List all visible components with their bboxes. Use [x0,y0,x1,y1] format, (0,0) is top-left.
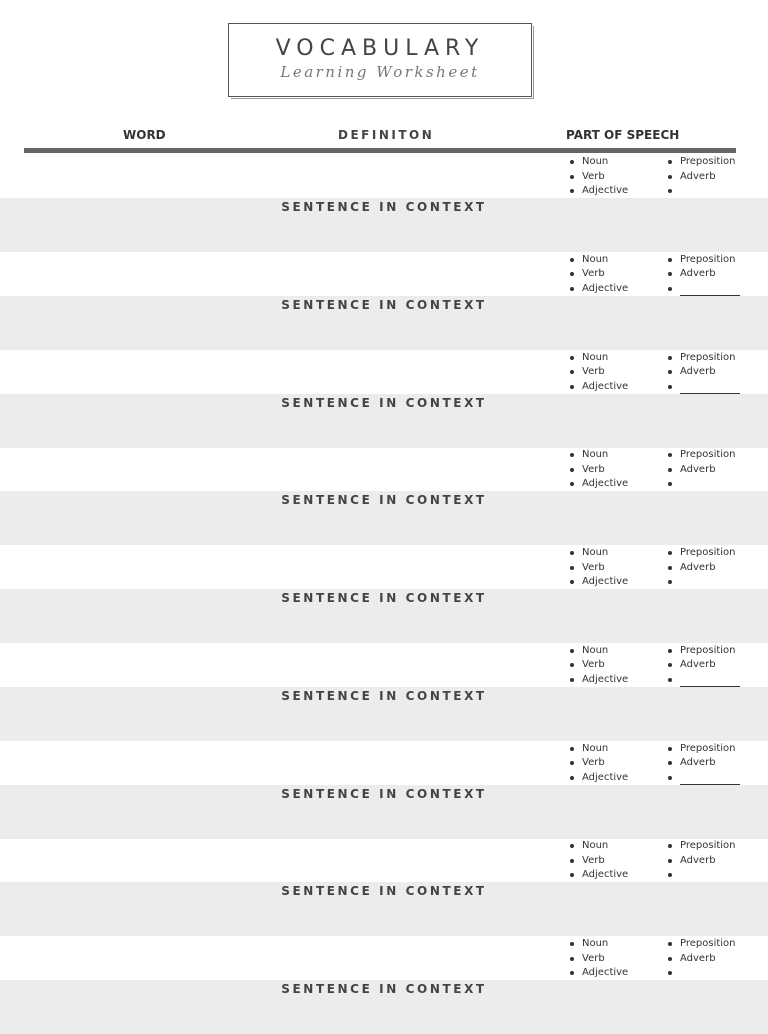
pos-option-verb[interactable]: Verb [568,854,628,869]
sentence-row[interactable] [0,687,768,741]
pos-option-noun[interactable]: Noun [568,937,628,952]
vocab-entry [0,447,768,545]
pos-option-preposition[interactable]: Preposition [666,937,740,952]
sentence-row[interactable] [0,198,768,252]
word-definition-row[interactable] [0,741,768,785]
pos-options-left [568,839,628,883]
word-definition-row[interactable] [0,838,768,882]
page-title: VOCABULARY [275,36,485,61]
pos-option-preposition[interactable]: Preposition [666,839,740,854]
vocab-entry [0,252,768,350]
sentence-row[interactable] [0,394,768,448]
pos-option-noun[interactable]: Noun [568,253,628,268]
pos-option-verb[interactable]: Verb [568,658,628,673]
pos-options-right [666,742,740,786]
blank-line[interactable] [680,675,740,687]
pos-option-adjective[interactable]: Adjective [568,380,628,395]
pos-option-noun[interactable]: Noun [568,742,628,757]
pos-option-other[interactable] [666,673,740,688]
pos-options-left [568,351,628,395]
column-header-definition: DEFINITON [338,128,435,142]
pos-option-adverb[interactable]: Adverb [666,267,740,282]
pos-option-adjective[interactable]: Adjective [568,771,628,786]
pos-options-right [666,155,740,199]
pos-option-preposition[interactable]: Preposition [666,448,740,463]
pos-option-other[interactable] [666,477,740,492]
pos-option-noun[interactable]: Noun [568,155,628,170]
pos-options-left [568,742,628,786]
pos-option-preposition[interactable]: Preposition [666,742,740,757]
column-header-part-of-speech: PART OF SPEECH [566,128,680,142]
pos-options-left [568,253,628,297]
blank-line[interactable] [680,382,740,394]
pos-option-adverb[interactable]: Adverb [666,170,740,185]
pos-option-preposition[interactable]: Preposition [666,155,740,170]
vocab-entry [0,545,768,643]
sentence-row[interactable] [0,785,768,839]
pos-option-noun[interactable]: Noun [568,448,628,463]
word-definition-row[interactable] [0,545,768,589]
pos-option-verb[interactable]: Verb [568,170,628,185]
pos-option-other[interactable] [666,868,740,883]
blank-line[interactable] [680,480,740,492]
sentence-in-context-label: SENTENCE IN CONTEXT [281,884,487,899]
pos-option-adverb[interactable]: Adverb [666,952,740,967]
pos-options-right [666,253,740,297]
pos-option-adjective[interactable]: Adjective [568,575,628,590]
vocab-entry [0,838,768,936]
pos-options-left [568,546,628,590]
word-definition-row[interactable] [0,643,768,687]
pos-option-adjective[interactable]: Adjective [568,282,628,297]
pos-option-preposition[interactable]: Preposition [666,546,740,561]
sentence-row[interactable] [0,882,768,936]
title-box [228,23,532,97]
blank-line[interactable] [680,871,740,883]
pos-option-verb[interactable]: Verb [568,756,628,771]
pos-option-verb[interactable]: Verb [568,463,628,478]
pos-option-adverb[interactable]: Adverb [666,658,740,673]
vocab-entry [0,154,768,252]
word-definition-row[interactable] [0,936,768,980]
pos-option-adverb[interactable]: Adverb [666,561,740,576]
word-definition-row[interactable] [0,447,768,491]
pos-option-verb[interactable]: Verb [568,561,628,576]
pos-option-adjective[interactable]: Adjective [568,868,628,883]
vocab-entry [0,350,768,448]
word-definition-row[interactable] [0,252,768,296]
pos-option-other[interactable] [666,966,740,981]
pos-option-noun[interactable]: Noun [568,546,628,561]
pos-option-adverb[interactable]: Adverb [666,365,740,380]
pos-option-noun[interactable]: Noun [568,351,628,366]
sentence-row[interactable] [0,589,768,643]
pos-options-left [568,644,628,688]
pos-option-adjective[interactable]: Adjective [568,184,628,199]
page-subtitle: Learning Worksheet [280,63,480,81]
word-definition-row[interactable] [0,350,768,394]
sentence-row[interactable] [0,980,768,1034]
pos-option-adverb[interactable]: Adverb [666,756,740,771]
pos-options-right [666,839,740,883]
sentence-in-context-label: SENTENCE IN CONTEXT [281,982,487,996]
blank-line[interactable] [680,284,740,296]
pos-option-adverb[interactable]: Adverb [666,463,740,478]
pos-option-verb[interactable]: Verb [568,267,628,282]
sentence-in-context-label: SENTENCE IN CONTEXT [281,200,487,214]
pos-option-noun[interactable]: Noun [568,839,628,854]
pos-option-other[interactable] [666,282,740,297]
blank-line[interactable] [680,969,740,981]
sentence-row[interactable] [0,491,768,545]
header-divider [24,148,736,153]
pos-options-right [666,351,740,395]
vocab-entry [0,741,768,839]
pos-option-verb[interactable]: Verb [568,365,628,380]
sentence-in-context-label: SENTENCE IN CONTEXT [281,493,487,508]
sentence-in-context-label: SENTENCE IN CONTEXT [281,786,487,801]
pos-options-left [568,448,628,492]
pos-options-right [666,546,740,590]
pos-options-left [568,155,628,199]
pos-option-adjective[interactable]: Adjective [568,477,628,492]
blank-line[interactable] [680,773,740,785]
pos-options-left [568,937,628,981]
sentence-row[interactable] [0,296,768,350]
word-definition-row[interactable] [0,154,768,198]
pos-option-other[interactable] [666,184,740,199]
pos-options-right [666,448,740,492]
sentence-in-context-label: SENTENCE IN CONTEXT [281,591,487,605]
pos-options-right [666,937,740,981]
vocab-entry [0,643,768,741]
pos-option-adverb[interactable]: Adverb [666,854,740,869]
pos-option-preposition[interactable]: Preposition [666,253,740,268]
pos-option-verb[interactable]: Verb [568,952,628,967]
pos-option-preposition[interactable]: Preposition [666,644,740,659]
sentence-in-context-label: SENTENCE IN CONTEXT [281,395,487,410]
blank-line[interactable] [680,578,740,590]
sentence-in-context-label: SENTENCE IN CONTEXT [281,688,487,703]
blank-line[interactable] [680,187,740,199]
pos-option-other[interactable] [666,771,740,786]
pos-option-adjective[interactable]: Adjective [568,673,628,688]
sentence-in-context-label: SENTENCE IN CONTEXT [281,297,487,312]
pos-option-noun[interactable]: Noun [568,644,628,659]
pos-option-other[interactable] [666,575,740,590]
vocab-entry [0,936,768,1034]
pos-options-right [666,644,740,688]
column-header-word: WORD [123,128,166,142]
pos-option-preposition[interactable]: Preposition [666,351,740,366]
pos-option-other[interactable] [666,380,740,395]
pos-option-adjective[interactable]: Adjective [568,966,628,981]
